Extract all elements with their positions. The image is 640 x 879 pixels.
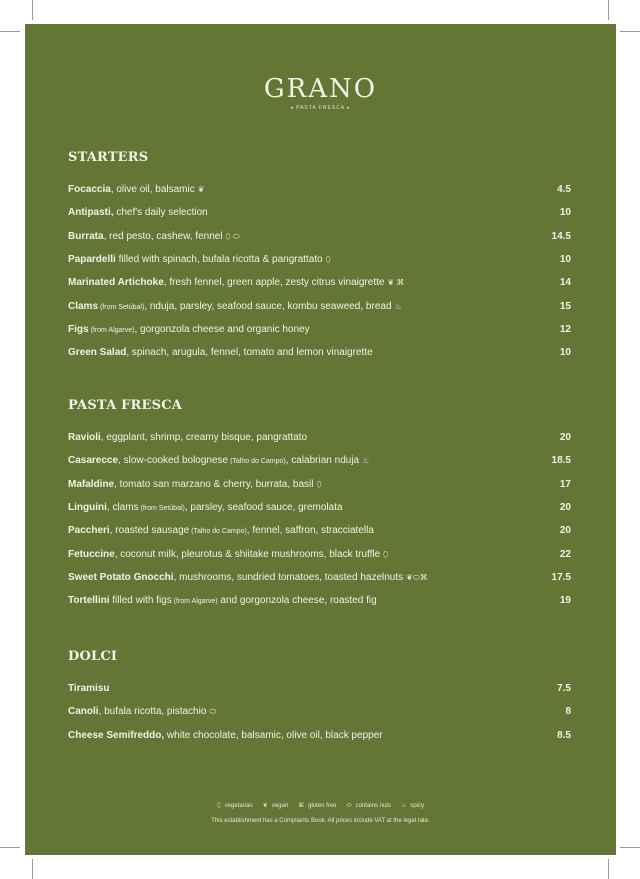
item-name: Canoli xyxy=(68,706,99,718)
menu-item xyxy=(68,589,571,612)
item-description xyxy=(68,277,404,288)
item-details: and gorgonzola cheese, roasted fig xyxy=(217,595,377,607)
item-price: 4.5 xyxy=(557,184,571,196)
item-description xyxy=(68,455,369,466)
menu-item xyxy=(68,566,571,589)
item-name: Sweet Potato Gnocchi xyxy=(68,571,174,583)
item-details: , slow-cooked bolognese xyxy=(118,455,229,467)
crop-mark xyxy=(620,31,640,32)
item-origin: (from Setúbal) xyxy=(98,303,145,311)
item-description xyxy=(68,549,388,560)
section-title: DOLCI xyxy=(68,649,118,664)
menu-page xyxy=(25,24,616,855)
item-description xyxy=(68,231,240,242)
legend-label: vegetarian xyxy=(224,803,253,809)
item-origin: (from Algarve) xyxy=(171,598,218,606)
item-price: 12 xyxy=(559,323,571,335)
crop-mark xyxy=(0,847,20,848)
item-details: , fresh fennel, green apple, zesty citrus vinaigrette xyxy=(163,277,385,289)
item-price: 20 xyxy=(559,432,571,444)
item-details: , mushrooms, sundried tomatoes, toasted hazelnuts xyxy=(173,571,404,583)
item-origin: (from Setúbal) xyxy=(138,505,185,513)
menu-item xyxy=(68,341,571,364)
item-price: 20 xyxy=(559,525,571,537)
legend-entry xyxy=(298,803,336,809)
menu-items xyxy=(68,426,571,612)
item-description xyxy=(68,347,373,358)
section-title: STARTERS xyxy=(68,150,149,165)
item-name: Clams xyxy=(68,300,99,312)
menu-item xyxy=(68,318,571,341)
item-description xyxy=(68,595,377,606)
dietary-icon: ❦⬭⌘ xyxy=(406,572,428,582)
logo xyxy=(25,74,616,111)
item-origin: (from Algarve) xyxy=(88,326,135,334)
complaints-notice: This establishment has a Complaints Book. All prices include VAT at the legal rate. xyxy=(211,818,430,824)
item-price: 10 xyxy=(559,254,571,266)
legend-icon: ♨ xyxy=(400,803,407,809)
menu-item xyxy=(68,271,571,294)
item-details: chef's daily selection xyxy=(113,207,208,219)
item-description xyxy=(68,479,322,490)
item-details: , spinach, arugula, fennel, tomato and lemon vinaigrette xyxy=(126,347,373,359)
item-description xyxy=(68,432,307,443)
crop-mark xyxy=(608,859,609,879)
item-details: , tomato san marzano & cherry, burrata, basil xyxy=(114,478,314,490)
item-price: 8 xyxy=(565,706,571,718)
item-price: 15 xyxy=(559,300,571,312)
item-price: 7.5 xyxy=(557,683,571,695)
item-name: Figs xyxy=(68,323,89,335)
menu-item xyxy=(68,426,571,449)
item-price: 19 xyxy=(559,595,571,607)
dietary-icon: ❦ ⌘ xyxy=(387,278,405,288)
item-details: , fennel, saffron, stracciatella xyxy=(246,525,374,537)
item-description xyxy=(68,184,204,195)
item-description xyxy=(68,730,383,741)
item-name: Ravioli xyxy=(68,432,101,444)
legend-label: contains nuts xyxy=(355,803,391,809)
item-details: , olive oil, balsamic xyxy=(110,184,195,196)
legend-icon: ❦ xyxy=(262,803,268,809)
item-name: Antipasti, xyxy=(68,207,114,219)
legend-label: spicy xyxy=(410,803,425,809)
legend-icon: ⬭ xyxy=(346,803,352,809)
item-details: , parsley, seafood sauce, gremolata xyxy=(184,502,343,514)
legend-entry xyxy=(217,803,253,809)
item-details: , coconut milk, pleurotus & shiitake mushrooms, black truffle xyxy=(114,548,381,560)
item-price: 14 xyxy=(559,277,571,289)
menu-section xyxy=(68,649,571,747)
item-name: Mafaldine xyxy=(68,478,115,490)
item-name: Casarecce xyxy=(68,455,119,467)
menu-item xyxy=(68,449,571,472)
item-name: Cheese Semifreddo, xyxy=(68,729,165,741)
item-price: 8.5 xyxy=(557,729,571,741)
item-details: , bufala ricotta, pistachio xyxy=(98,706,207,718)
dietary-icon: ⬯ xyxy=(316,479,322,489)
dietary-icon: ⬭ xyxy=(209,707,217,717)
menu-item xyxy=(68,496,571,519)
item-details: filled with spinach, bufala ricotta & pangrattato xyxy=(115,254,323,266)
legend xyxy=(25,802,616,810)
logo-name: GRANO xyxy=(263,74,378,104)
logo-tagline: ◂ PASTA FRESCA ▸ xyxy=(290,105,351,111)
dietary-icon: ♨ xyxy=(394,301,402,311)
item-name: Fetuccine xyxy=(68,548,115,560)
legend-entry xyxy=(401,803,424,809)
item-description xyxy=(68,207,208,218)
dietary-icon: ❦ xyxy=(197,185,205,195)
item-name: Marinated Artichoke xyxy=(68,277,164,289)
item-description xyxy=(68,525,374,536)
menu-item xyxy=(68,677,571,700)
dietary-icon: ♨ xyxy=(362,456,370,466)
item-description xyxy=(68,301,402,312)
menu-items xyxy=(68,677,571,747)
menu-item xyxy=(68,519,571,542)
menu-item xyxy=(68,225,571,248)
dietary-icon: ⬯ xyxy=(383,549,389,559)
item-details: , nduja, parsley, seafood sauce, kombu seaweed, bread xyxy=(144,300,392,312)
legend-icon: ⌘ xyxy=(298,803,305,809)
item-name: Paccheri xyxy=(68,525,110,537)
item-description xyxy=(68,572,428,583)
dietary-icon: ⬯ xyxy=(325,255,331,265)
item-name: Green Salad xyxy=(68,347,127,359)
item-price: 10 xyxy=(559,207,571,219)
crop-mark xyxy=(32,0,33,20)
item-name: Burrata xyxy=(68,230,104,242)
item-details: , gorgonzola cheese and organic honey xyxy=(134,323,310,335)
item-name: Papardelli xyxy=(68,254,116,266)
item-price: 22 xyxy=(559,548,571,560)
item-description xyxy=(68,254,331,265)
item-origin: (Talho do Campo) xyxy=(189,528,247,536)
menu-item xyxy=(68,248,571,271)
item-price: 17 xyxy=(559,478,571,490)
legend-entry xyxy=(263,803,288,809)
item-price: 14.5 xyxy=(551,230,571,242)
menu-item xyxy=(68,724,571,747)
item-price: 10 xyxy=(559,347,571,359)
item-price: 20 xyxy=(559,502,571,514)
menu-item xyxy=(68,542,571,565)
item-description xyxy=(68,502,343,513)
crop-mark xyxy=(0,31,20,32)
item-details: white chocolate, balsamic, olive oil, black pepper xyxy=(164,729,383,741)
item-name: Linguini xyxy=(68,502,107,514)
item-description xyxy=(68,324,310,335)
item-details: , clams xyxy=(106,502,139,514)
menu-items xyxy=(68,178,571,364)
item-details: , calabrian nduja xyxy=(285,455,360,467)
crop-mark xyxy=(608,0,609,20)
item-name: Tortellini xyxy=(68,595,110,607)
item-description xyxy=(68,683,110,694)
item-price: 17.5 xyxy=(551,571,571,583)
item-details: , roasted sausage xyxy=(109,525,190,537)
menu-section xyxy=(68,150,571,364)
menu-item xyxy=(68,473,571,496)
legend-icon: ⬯ xyxy=(216,803,221,809)
legend-label: vegan xyxy=(271,803,289,809)
item-description xyxy=(68,706,216,717)
dietary-icon: ⬯ ⬭ xyxy=(225,231,240,241)
item-price: 18.5 xyxy=(551,455,571,467)
crop-mark xyxy=(620,847,640,848)
section-title: PASTA FRESCA xyxy=(68,398,183,413)
item-details: , red pesto, cashew, fennel xyxy=(103,230,223,242)
menu-item xyxy=(68,201,571,224)
item-name: Focaccia xyxy=(68,184,111,196)
menu-item xyxy=(68,700,571,723)
item-name: Tiramisu xyxy=(68,683,110,695)
menu-item xyxy=(68,178,571,201)
crop-mark xyxy=(32,859,33,879)
item-details: , eggplant, shrimp, creamy bisque, pangrattato xyxy=(100,432,308,444)
menu-section xyxy=(68,398,571,612)
menu-item xyxy=(68,294,571,317)
legend-label: gluten free xyxy=(308,803,337,809)
item-details: filled with figs xyxy=(109,595,172,607)
legend-entry xyxy=(347,803,391,809)
item-origin: (Talho do Campo) xyxy=(228,458,286,466)
